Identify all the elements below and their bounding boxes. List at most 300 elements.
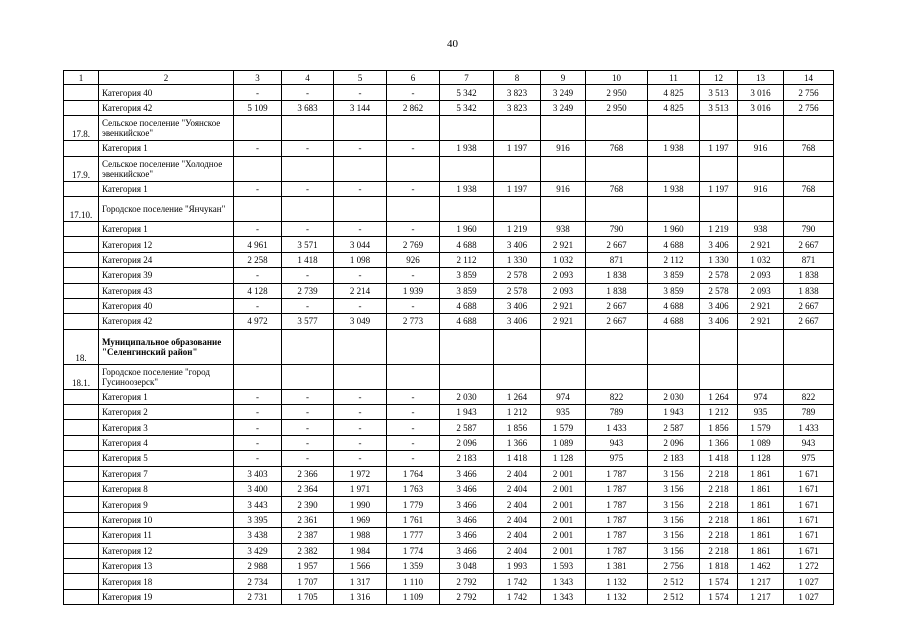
value-cell: 3 466 (440, 466, 494, 481)
row-number (64, 543, 99, 558)
value-cell: 2 404 (494, 528, 541, 543)
table-row (64, 589, 834, 604)
value-cell: 1 128 (541, 451, 586, 466)
value-cell: 2 387 (282, 528, 334, 543)
value-cell: 1 764 (387, 466, 440, 481)
value-cell (648, 156, 700, 181)
row-label: Городское поселение "город Гусиноозерск" (99, 364, 234, 389)
value-cell: - (334, 141, 387, 156)
value-cell: 1 317 (334, 574, 387, 589)
value-cell: 1 971 (334, 482, 387, 497)
value-cell: 3 406 (494, 237, 541, 252)
row-label: Городское поселение "Янчукан" (99, 196, 234, 221)
value-cell: 789 (784, 405, 834, 420)
value-cell: 3 683 (282, 100, 334, 115)
value-cell: 3 406 (700, 237, 738, 252)
value-cell: 916 (541, 181, 586, 196)
value-cell: 1 098 (334, 252, 387, 267)
value-cell: 3 859 (440, 268, 494, 283)
value-cell: 2 512 (648, 574, 700, 589)
value-cell (541, 196, 586, 221)
row-number (64, 451, 99, 466)
header-cell: 10 (586, 71, 648, 85)
value-cell: 2 756 (648, 558, 700, 573)
value-cell (282, 196, 334, 221)
value-cell: 4 688 (648, 314, 700, 329)
value-cell (541, 116, 586, 141)
value-cell: - (234, 451, 282, 466)
value-cell: 3 044 (334, 237, 387, 252)
value-cell: 2 921 (738, 237, 784, 252)
row-number (64, 512, 99, 527)
page-number: 40 (447, 38, 458, 50)
row-number (64, 314, 99, 329)
value-cell: 1 197 (700, 141, 738, 156)
value-cell: 1 787 (586, 512, 648, 527)
header-cell: 2 (99, 71, 234, 85)
table-row (64, 364, 834, 389)
value-cell: 2 218 (700, 497, 738, 512)
value-cell: 1 969 (334, 512, 387, 527)
row-number (64, 435, 99, 450)
value-cell: 2 218 (700, 528, 738, 543)
value-cell (494, 364, 541, 389)
table-row (64, 283, 834, 298)
value-cell: 2 587 (648, 420, 700, 435)
value-cell: - (282, 420, 334, 435)
value-cell: - (334, 298, 387, 313)
table-row (64, 314, 834, 329)
value-cell: 1 838 (784, 283, 834, 298)
value-cell (586, 116, 648, 141)
value-cell (387, 329, 440, 364)
value-cell: 1 264 (700, 389, 738, 404)
row-label: Категория 5 (99, 451, 234, 466)
value-cell: - (282, 141, 334, 156)
value-cell: - (234, 389, 282, 404)
value-cell: 2 756 (784, 85, 834, 100)
row-label: Категория 12 (99, 543, 234, 558)
row-label: Категория 40 (99, 298, 234, 313)
value-cell (648, 196, 700, 221)
value-cell: 768 (586, 181, 648, 196)
value-cell (387, 156, 440, 181)
value-cell: - (282, 435, 334, 450)
value-cell: 2 512 (648, 589, 700, 604)
row-label: Муниципальное образование "Селенгинский район" (99, 329, 234, 364)
value-cell: 3 513 (700, 100, 738, 115)
value-cell: 2 382 (282, 543, 334, 558)
value-cell (738, 156, 784, 181)
value-cell: - (234, 420, 282, 435)
value-cell: - (334, 451, 387, 466)
value-cell: 2 112 (648, 252, 700, 267)
value-cell: 1 993 (494, 558, 541, 573)
value-cell: 2 950 (586, 85, 648, 100)
value-cell: - (234, 181, 282, 196)
value-cell: 1 856 (700, 420, 738, 435)
value-cell: - (282, 268, 334, 283)
value-cell (494, 196, 541, 221)
value-cell: 2 988 (234, 558, 282, 573)
value-cell: - (282, 298, 334, 313)
value-cell: 1 938 (440, 141, 494, 156)
value-cell: 2 001 (541, 497, 586, 512)
value-cell: 1 579 (541, 420, 586, 435)
value-cell: 1 861 (738, 482, 784, 497)
value-cell: 2 773 (387, 314, 440, 329)
table-row (64, 435, 834, 450)
value-cell: 2 667 (586, 298, 648, 313)
header-cell: 3 (234, 71, 282, 85)
value-cell (494, 116, 541, 141)
value-cell: 1 861 (738, 512, 784, 527)
value-cell: 1 671 (784, 543, 834, 558)
row-number (64, 237, 99, 252)
row-number (64, 466, 99, 481)
value-cell: 2 769 (387, 237, 440, 252)
value-cell (234, 329, 282, 364)
value-cell: 1 217 (738, 589, 784, 604)
value-cell: 2 096 (648, 435, 700, 450)
value-cell: 1 671 (784, 497, 834, 512)
value-cell (282, 364, 334, 389)
row-label: Сельское поселение "Холодное эвенкийское" (99, 156, 234, 181)
value-cell (494, 156, 541, 181)
table-row (64, 116, 834, 141)
value-cell: 1 272 (784, 558, 834, 573)
value-cell: 2 218 (700, 512, 738, 527)
row-number (64, 100, 99, 115)
row-number (64, 85, 99, 100)
row-label: Категория 11 (99, 528, 234, 543)
value-cell (700, 329, 738, 364)
value-cell: 4 688 (440, 298, 494, 313)
value-cell: 2 734 (234, 574, 282, 589)
value-cell: 2 404 (494, 466, 541, 481)
value-cell (700, 196, 738, 221)
value-cell: 2 093 (738, 283, 784, 298)
header-cell: 11 (648, 71, 700, 85)
value-cell: 926 (387, 252, 440, 267)
value-cell: 3 395 (234, 512, 282, 527)
value-cell: 1 671 (784, 482, 834, 497)
value-cell (586, 364, 648, 389)
value-cell: 3 823 (494, 85, 541, 100)
value-cell: - (387, 268, 440, 283)
value-cell: 1 574 (700, 589, 738, 604)
value-cell: 1 032 (541, 252, 586, 267)
value-cell: 1 988 (334, 528, 387, 543)
value-cell (440, 156, 494, 181)
value-cell: 1 110 (387, 574, 440, 589)
value-cell: 2 667 (784, 237, 834, 252)
value-cell: 1 671 (784, 466, 834, 481)
value-cell: 3 406 (494, 314, 541, 329)
value-cell: - (334, 221, 387, 236)
tariff-table (63, 70, 834, 605)
value-cell: 935 (738, 405, 784, 420)
value-cell: 4 688 (440, 237, 494, 252)
value-cell: - (234, 268, 282, 283)
value-cell: 1 777 (387, 528, 440, 543)
value-cell (440, 329, 494, 364)
value-cell (700, 364, 738, 389)
table-row (64, 237, 834, 252)
header-cell: 1 (64, 71, 99, 85)
table-row (64, 451, 834, 466)
value-cell (387, 364, 440, 389)
value-cell: 1 197 (494, 141, 541, 156)
value-cell (586, 196, 648, 221)
value-cell: 2 921 (738, 298, 784, 313)
value-cell: 1 787 (586, 543, 648, 558)
row-number (64, 405, 99, 420)
value-cell: 2 667 (784, 314, 834, 329)
value-cell: 1 316 (334, 589, 387, 604)
value-cell: 2 390 (282, 497, 334, 512)
table-row (64, 268, 834, 283)
value-cell: 1 219 (494, 221, 541, 236)
value-cell: - (334, 85, 387, 100)
value-cell: - (387, 435, 440, 450)
value-cell: 1 990 (334, 497, 387, 512)
value-cell: 2 792 (440, 574, 494, 589)
value-cell (586, 156, 648, 181)
value-cell: - (334, 268, 387, 283)
value-cell: 2 404 (494, 512, 541, 527)
value-cell (648, 364, 700, 389)
table-row (64, 420, 834, 435)
value-cell (440, 116, 494, 141)
value-cell: 1 219 (700, 221, 738, 236)
row-number (64, 482, 99, 497)
value-cell: 3 466 (440, 543, 494, 558)
table-row (64, 141, 834, 156)
value-cell: 1 838 (586, 283, 648, 298)
value-cell: 1 787 (586, 466, 648, 481)
value-cell: 3 859 (440, 283, 494, 298)
value-cell: - (387, 141, 440, 156)
value-cell: 1 787 (586, 497, 648, 512)
value-cell: 3 156 (648, 482, 700, 497)
value-cell: 1 433 (586, 420, 648, 435)
value-cell: 1 132 (586, 589, 648, 604)
value-cell: 3 249 (541, 85, 586, 100)
value-cell: 2 001 (541, 466, 586, 481)
header-cell: 9 (541, 71, 586, 85)
value-cell: 1 566 (334, 558, 387, 573)
value-cell: 768 (784, 141, 834, 156)
value-cell: 3 406 (700, 298, 738, 313)
value-cell: 789 (586, 405, 648, 420)
table-row (64, 181, 834, 196)
value-cell: 2 001 (541, 528, 586, 543)
row-number (64, 558, 99, 573)
table-row (64, 574, 834, 589)
value-cell: 1 027 (784, 589, 834, 604)
value-cell: 3 466 (440, 512, 494, 527)
row-label: Категория 39 (99, 268, 234, 283)
value-cell: 1 212 (700, 405, 738, 420)
row-number (64, 589, 99, 604)
value-cell: 2 218 (700, 466, 738, 481)
value-cell: 3 049 (334, 314, 387, 329)
table-row (64, 543, 834, 558)
value-cell: 975 (586, 451, 648, 466)
value-cell: 3 577 (282, 314, 334, 329)
value-cell: 2 667 (586, 314, 648, 329)
value-cell: 1 418 (494, 451, 541, 466)
value-cell: 822 (784, 389, 834, 404)
value-cell: 935 (541, 405, 586, 420)
value-cell: 1 742 (494, 589, 541, 604)
value-cell: - (387, 85, 440, 100)
value-cell (700, 156, 738, 181)
value-cell: 3 438 (234, 528, 282, 543)
value-cell: - (334, 405, 387, 420)
value-cell: 871 (586, 252, 648, 267)
value-cell: 1 264 (494, 389, 541, 404)
value-cell (282, 156, 334, 181)
value-cell (234, 364, 282, 389)
value-cell: - (387, 405, 440, 420)
row-number (64, 181, 99, 196)
value-cell: 4 688 (440, 314, 494, 329)
value-cell: 2 214 (334, 283, 387, 298)
value-cell: 2 862 (387, 100, 440, 115)
value-cell (541, 364, 586, 389)
value-cell: 1 861 (738, 497, 784, 512)
row-number (64, 252, 99, 267)
table-row (64, 389, 834, 404)
value-cell: 1 943 (648, 405, 700, 420)
value-cell: 916 (541, 141, 586, 156)
value-cell: 2 218 (700, 543, 738, 558)
value-cell: 1 366 (494, 435, 541, 450)
value-cell: 1 957 (282, 558, 334, 573)
table-row (64, 100, 834, 115)
header-cell: 13 (738, 71, 784, 85)
value-cell: 2 364 (282, 482, 334, 497)
value-cell: 2 921 (541, 237, 586, 252)
value-cell: 3 048 (440, 558, 494, 573)
row-number (64, 268, 99, 283)
value-cell: 1 574 (700, 574, 738, 589)
value-cell: 1 938 (648, 181, 700, 196)
value-cell: 1 861 (738, 543, 784, 558)
row-number (64, 283, 99, 298)
value-cell: - (234, 405, 282, 420)
value-cell (494, 329, 541, 364)
value-cell (738, 364, 784, 389)
value-cell: - (334, 181, 387, 196)
table-row (64, 528, 834, 543)
value-cell: 1 197 (700, 181, 738, 196)
value-cell: 943 (784, 435, 834, 450)
value-cell: - (282, 221, 334, 236)
row-number: 17.8. (64, 116, 99, 141)
row-number: 17.10. (64, 196, 99, 221)
row-label: Категория 4 (99, 435, 234, 450)
value-cell: 2 921 (541, 298, 586, 313)
value-cell: 1 217 (738, 574, 784, 589)
value-cell (738, 116, 784, 141)
value-cell: 3 403 (234, 466, 282, 481)
value-cell: 1 330 (700, 252, 738, 267)
value-cell: 4 972 (234, 314, 282, 329)
value-cell: 3 429 (234, 543, 282, 558)
value-cell: 5 342 (440, 100, 494, 115)
value-cell: 2 404 (494, 543, 541, 558)
value-cell: 4 825 (648, 100, 700, 115)
header-cell: 14 (784, 71, 834, 85)
value-cell: 3 156 (648, 512, 700, 527)
value-cell: 1 089 (738, 435, 784, 450)
value-cell: 1 774 (387, 543, 440, 558)
value-cell: 3 400 (234, 482, 282, 497)
value-cell (700, 116, 738, 141)
value-cell: 1 943 (440, 405, 494, 420)
value-cell: 1 787 (586, 482, 648, 497)
value-cell: 5 109 (234, 100, 282, 115)
value-cell (541, 329, 586, 364)
value-cell: 1 938 (440, 181, 494, 196)
value-cell (387, 196, 440, 221)
value-cell: 2 667 (586, 237, 648, 252)
value-cell: 2 404 (494, 482, 541, 497)
value-cell: 2 578 (700, 268, 738, 283)
value-cell (784, 116, 834, 141)
value-cell: 1 579 (738, 420, 784, 435)
value-cell: 1 462 (738, 558, 784, 573)
value-cell: 2 001 (541, 512, 586, 527)
value-cell (334, 364, 387, 389)
value-cell: - (282, 389, 334, 404)
row-label: Сельское поселение "Уоянское эвенкийское" (99, 116, 234, 141)
value-cell: - (387, 298, 440, 313)
value-cell: 2 792 (440, 589, 494, 604)
value-cell (648, 329, 700, 364)
row-label: Категория 10 (99, 512, 234, 527)
value-cell: 822 (586, 389, 648, 404)
value-cell: 974 (541, 389, 586, 404)
value-cell: 1 343 (541, 574, 586, 589)
value-cell: 2 921 (541, 314, 586, 329)
row-label: Категория 9 (99, 497, 234, 512)
value-cell: 4 825 (648, 85, 700, 100)
header-cell: 12 (700, 71, 738, 85)
value-cell: 2 030 (648, 389, 700, 404)
row-number (64, 497, 99, 512)
value-cell: 3 466 (440, 497, 494, 512)
value-cell: 1 705 (282, 589, 334, 604)
row-number: 17.9. (64, 156, 99, 181)
value-cell: 1 089 (541, 435, 586, 450)
row-label: Категория 1 (99, 141, 234, 156)
value-cell: 2 404 (494, 497, 541, 512)
row-label: Категория 12 (99, 237, 234, 252)
value-cell (334, 329, 387, 364)
value-cell: - (282, 181, 334, 196)
value-cell: 3 016 (738, 100, 784, 115)
value-cell: 2 578 (494, 283, 541, 298)
value-cell: 1 984 (334, 543, 387, 558)
value-cell: 1 763 (387, 482, 440, 497)
value-cell: 2 030 (440, 389, 494, 404)
table-row (64, 512, 834, 527)
value-cell (282, 329, 334, 364)
